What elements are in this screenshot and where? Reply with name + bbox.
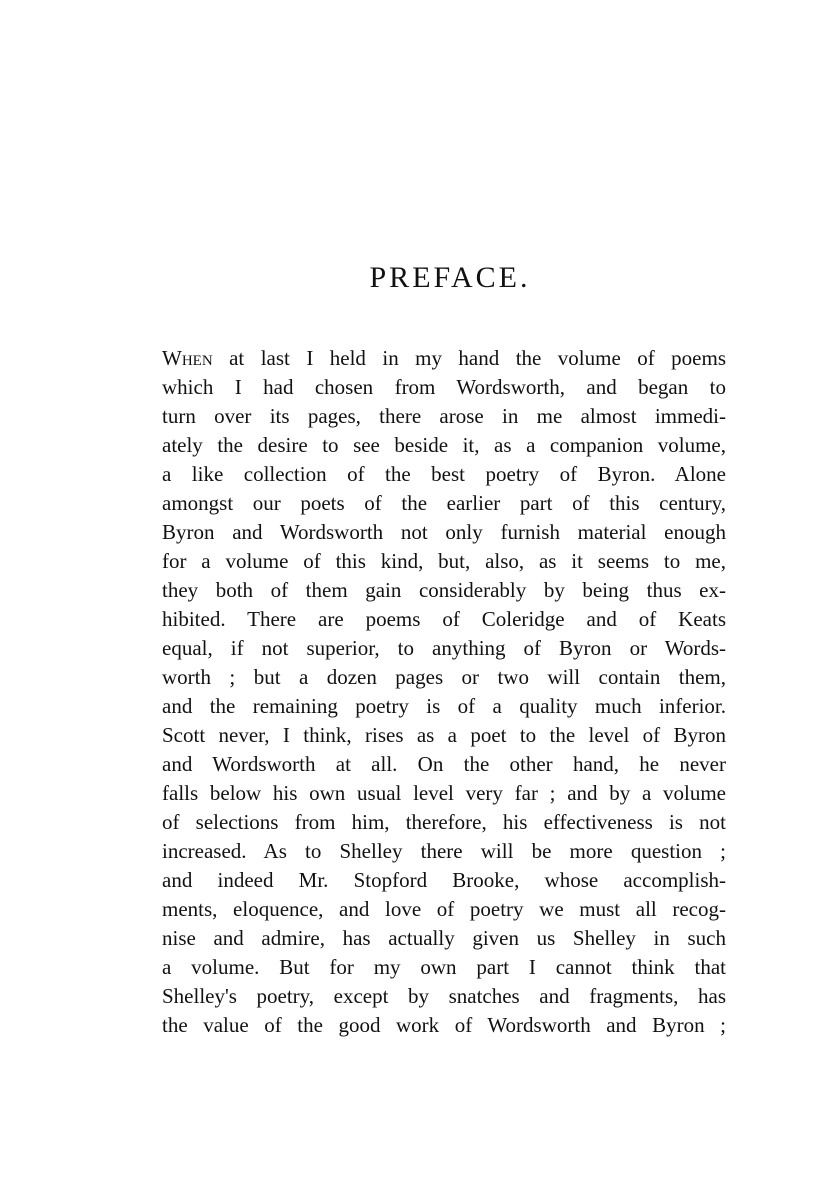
- text-line: and Wordsworth at all. On the other hand, he never: [162, 752, 726, 776]
- text-line: Scott never, I think, rises as a poet to the level of Byron: [162, 723, 726, 747]
- text-line: and the remaining poetry is of a quality much inferior.: [162, 694, 726, 718]
- text-line: a like collection of the best poetry of Byron. Alone: [162, 462, 726, 486]
- text-line: ately the desire to see beside it, as a companion volume,: [162, 433, 726, 457]
- text-line: [162, 344, 726, 373]
- text-line: falls below his own usual level very far ; and by a volume: [162, 781, 726, 805]
- text-line-rest: at last I held in my hand the volume of poems: [212, 346, 726, 370]
- text-line: increased. As to Shelley there will be more question ;: [162, 839, 726, 863]
- first-word: When: [162, 346, 213, 370]
- page-heading: PREFACE.: [369, 261, 531, 294]
- text-line: worth ; but a dozen pages or two will contain them,: [162, 665, 726, 689]
- text-line: nise and admire, has actually given us Shelley in such: [162, 926, 726, 950]
- text-line: and indeed Mr. Stopford Brooke, whose accomplish-: [162, 868, 726, 892]
- text-line: ments, eloquence, and love of poetry we must all recog-: [162, 897, 726, 921]
- text-line: Shelley's poetry, except by snatches and fragments, has: [162, 984, 726, 1008]
- text-line: hibited. There are poems of Coleridge and of Keats: [162, 607, 726, 631]
- text-line: of selections from him, therefore, his effectiveness is not: [162, 810, 726, 834]
- text-line: turn over its pages, there arose in me almost immedi-: [162, 404, 726, 428]
- text-line: which I had chosen from Wordsworth, and began to: [162, 375, 726, 399]
- text-line: they both of them gain considerably by being thus ex-: [162, 578, 726, 602]
- text-line: for a volume of this kind, but, also, as it seems to me,: [162, 549, 726, 573]
- text-line: a volume. But for my own part I cannot think that: [162, 955, 726, 979]
- text-line: equal, if not superior, to anything of Byron or Words-: [162, 636, 726, 660]
- preface-paragraph: [162, 344, 726, 1040]
- text-line: Byron and Wordsworth not only furnish material enough: [162, 520, 726, 544]
- text-line: the value of the good work of Wordsworth and Byron ;: [162, 1013, 726, 1037]
- text-line: amongst our poets of the earlier part of this century,: [162, 491, 726, 515]
